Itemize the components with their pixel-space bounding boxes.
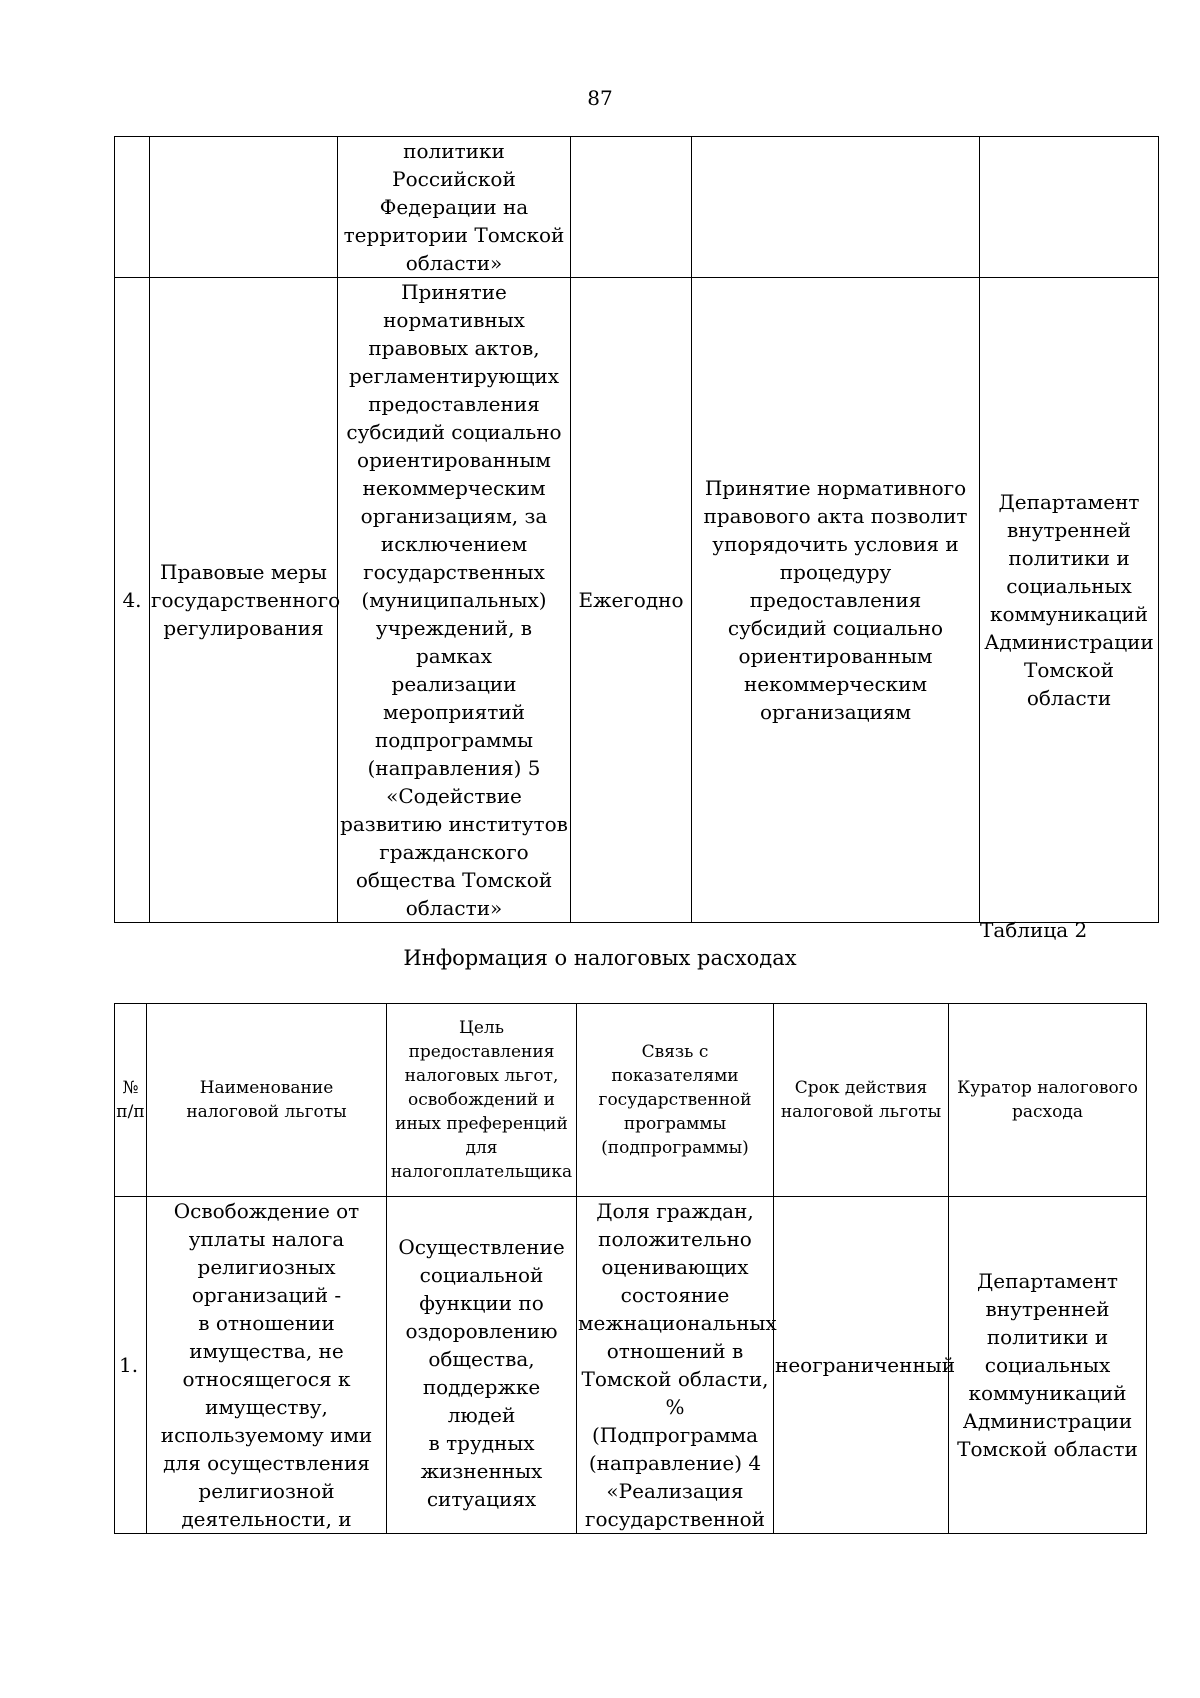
row-number: 1. bbox=[115, 1197, 147, 1534]
measure-content: политики Российской Федерации на территории Томской области» bbox=[338, 137, 571, 278]
page-number: 87 bbox=[587, 86, 613, 110]
table-row bbox=[115, 278, 1159, 923]
row-number: 4. bbox=[115, 278, 150, 923]
table-row bbox=[115, 1197, 1147, 1534]
table-caption: Таблица 2 bbox=[980, 918, 1088, 942]
table-row bbox=[115, 137, 1159, 278]
measure-type: Правовые меры государственного регулирования bbox=[150, 278, 338, 923]
header-name: Наименование налоговой льготы bbox=[147, 1004, 387, 1197]
header-term: Срок действия налоговой льготы bbox=[774, 1004, 949, 1197]
header-num: № п/п bbox=[115, 1004, 147, 1197]
measure-responsible: Департамент внутренней политики и социальных коммуникаций Администрации Томской области bbox=[980, 278, 1159, 923]
benefit-term: неограниченный bbox=[774, 1197, 949, 1534]
benefit-goal: Осуществление социальной функции по оздоровлению общества, поддержке людей в трудных жизненных ситуациях bbox=[387, 1197, 577, 1534]
table-title: Информация о налоговых расходах bbox=[403, 946, 797, 970]
tax-expenses-table bbox=[114, 1003, 1147, 1534]
row-number bbox=[115, 137, 150, 278]
measure-result: Принятие нормативного правового акта позволит упорядочить условия и процедуру предоставления субсидий социально ориентированным некоммерческим организациям bbox=[692, 278, 980, 923]
measure-period: Ежегодно bbox=[571, 278, 692, 923]
measure-content: Принятие нормативных правовых актов, регламентирующих предоставления субсидий социально ориентированным некоммерческим организациям, за исключением государственных (муниципальных) учреждений, в рамках реализации мероприятий подпрограммы (направления) 5 «Содействие развитию институтов гражданского общества Томской области» bbox=[338, 278, 571, 923]
measure-responsible bbox=[980, 137, 1159, 278]
benefit-curator: Департамент внутренней политики и социальных коммуникаций Администрации Томской области bbox=[949, 1197, 1147, 1534]
benefit-link: Доля граждан, положительно оценивающих состояние межнациональных отношений в Томской области, % (Подпрограмма (направление) 4 «Реализация государственной bbox=[577, 1197, 774, 1534]
table-header-row bbox=[115, 1004, 1147, 1197]
header-curator: Куратор налогового расхода bbox=[949, 1004, 1147, 1197]
measures-table bbox=[114, 136, 1159, 923]
measure-period bbox=[571, 137, 692, 278]
measure-result bbox=[692, 137, 980, 278]
measure-type bbox=[150, 137, 338, 278]
header-goal: Цель предоставления налоговых льгот, освобождений и иных преференций для налогоплательщика bbox=[387, 1004, 577, 1197]
benefit-name: Освобождение от уплаты налога религиозных организаций - в отношении имущества, не относящегося к имуществу, используемому ими для осуществления религиозной деятельности, и bbox=[147, 1197, 387, 1534]
header-link: Связь с показателями государственной программы (подпрограммы) bbox=[577, 1004, 774, 1197]
